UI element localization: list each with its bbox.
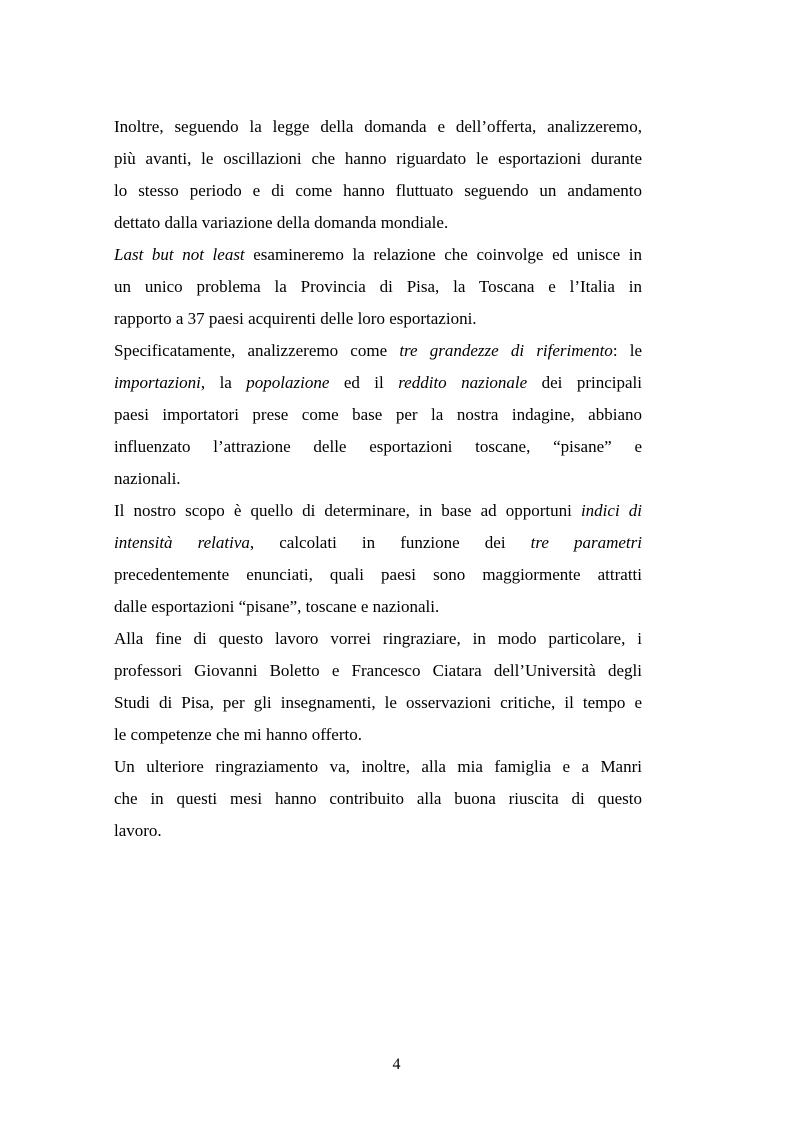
text-run: lavoro. [114, 821, 162, 840]
text-run: Un ulteriore ringraziamento va, inoltre, alla mia famiglia e a Manri [114, 757, 642, 776]
text-run: che in questi mesi hanno contribuito alla buona riuscita di questo [114, 789, 642, 808]
text-run: Studi di Pisa, per gli insegnamenti, le osservazioni critiche, il tempo e [114, 693, 642, 712]
text-run: lo stesso periodo e di come hanno fluttuato seguendo un andamento [114, 181, 642, 200]
text-line [114, 527, 642, 559]
text-run: ed il [329, 373, 399, 392]
text-run: Alla fine di questo lavoro vorrei ringraziare, in modo particolare, i [114, 629, 642, 648]
text-line [114, 623, 642, 655]
text-run: più avanti, le oscillazioni che hanno riguardato le esportazioni durante [114, 149, 642, 168]
text-line [114, 399, 642, 431]
text-run: dalle esportazioni “pisane”, toscane e nazionali. [114, 597, 440, 616]
text-line [114, 783, 642, 815]
text-run: professori Giovanni Boletto e Francesco Ciatara dell’Università degli [114, 661, 642, 680]
italic-run: Last but not least [114, 245, 245, 264]
text-line [114, 559, 642, 591]
italic-run: intensità relativa [114, 533, 250, 552]
text-run: precedentemente enunciati, quali paesi sono maggiormente attratti [114, 565, 642, 584]
text-line [114, 271, 642, 303]
text-line [114, 463, 642, 495]
text-run: : le [612, 341, 643, 360]
text-line [114, 591, 642, 623]
text-line [114, 207, 642, 239]
page-body-text [114, 111, 642, 847]
text-line [114, 367, 642, 399]
text-run: rapporto a 37 paesi acquirenti delle loro esportazioni. [114, 309, 477, 328]
italic-run: popolazione [246, 373, 330, 392]
text-run: dei principali [527, 373, 642, 392]
text-line [114, 143, 642, 175]
italic-run: importazioni [114, 373, 201, 392]
text-line [114, 175, 642, 207]
text-line [114, 335, 642, 367]
italic-run: indici di [580, 501, 642, 520]
page-number: 4 [392, 1056, 401, 1073]
text-line [114, 687, 642, 719]
text-run: nazionali. [114, 469, 181, 488]
text-run: Il nostro scopo è quello di determinare, in base ad opportuni [114, 501, 581, 520]
text-line [114, 303, 642, 335]
text-line [114, 111, 642, 143]
text-run: le competenze che mi hanno offerto. [114, 725, 362, 744]
text-run: esamineremo la relazione che coinvolge ed unisce in [244, 245, 642, 264]
text-line [114, 815, 642, 847]
text-run: dettato dalla variazione della domanda mondiale. [114, 213, 449, 232]
text-line [114, 655, 642, 687]
italic-run: reddito nazionale [398, 373, 528, 392]
text-line [114, 495, 642, 527]
text-run: Inoltre, seguendo la legge della domanda e dell’offerta, analizzeremo, [114, 117, 642, 136]
text-run: , calcolati in funzione dei [249, 533, 531, 552]
text-line [114, 719, 642, 751]
text-run: influenzato l’attrazione delle esportazioni toscane, “pisane” e [114, 437, 642, 456]
text-run: , la [200, 373, 247, 392]
text-run: Specificatamente, analizzeremo come [114, 341, 400, 360]
text-line [114, 239, 642, 271]
text-run: un unico problema la Provincia di Pisa, la Toscana e l’Italia in [114, 277, 642, 296]
text-line [114, 431, 642, 463]
italic-run: tre parametri [530, 533, 642, 552]
text-line [114, 751, 642, 783]
italic-run: tre grandezze di riferimento [399, 341, 613, 360]
text-run: paesi importatori prese come base per la nostra indagine, abbiano [114, 405, 642, 424]
